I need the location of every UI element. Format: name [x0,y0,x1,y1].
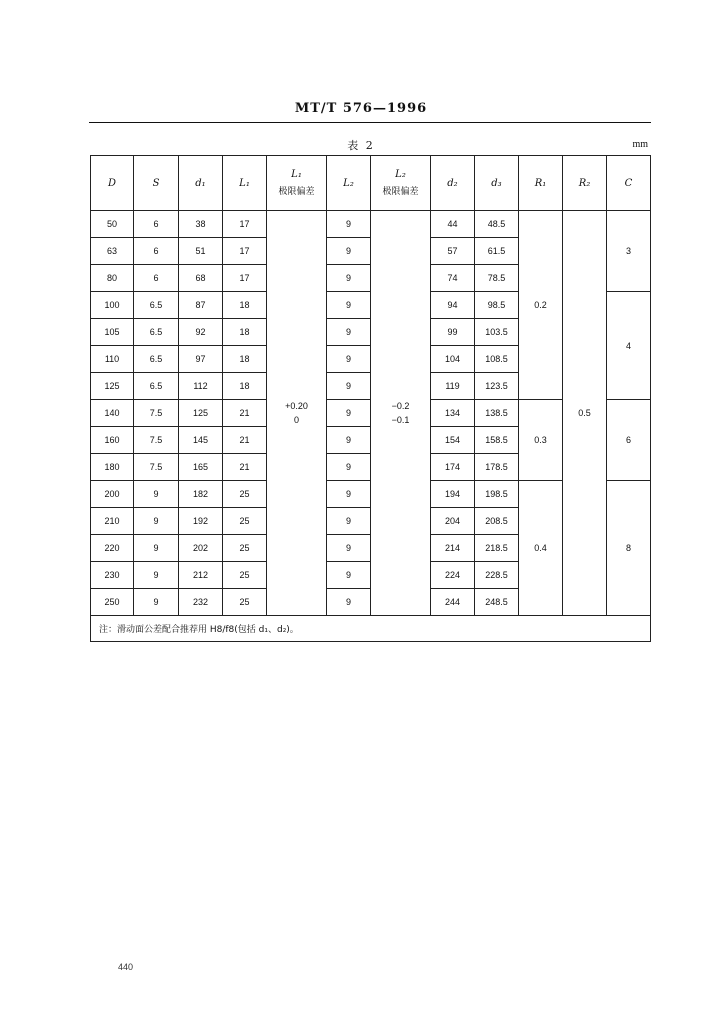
cell-d3: 123.5 [475,373,519,400]
col-header: R₁ [519,156,563,211]
c-group-cell: 6 [607,400,651,481]
cell-l1: 21 [223,400,267,427]
col-header: C [607,156,651,211]
cell-d: 160 [91,427,134,454]
cell-d3: 138.5 [475,400,519,427]
cell-d1: 68 [179,265,223,292]
cell-s: 7.5 [134,400,179,427]
cell-d1: 38 [179,211,223,238]
standard-code: MT/T 576—1996 [294,101,428,116]
col-header: d₂ [431,156,475,211]
cell-l1: 18 [223,319,267,346]
col-header: R₂ [563,156,607,211]
c-group-cell: 4 [607,292,651,400]
cell-d3: 98.5 [475,292,519,319]
cell-d: 200 [91,481,134,508]
cell-l1: 21 [223,427,267,454]
cell-l1: 25 [223,508,267,535]
cell-d3: 208.5 [475,508,519,535]
cell-d2: 57 [431,238,475,265]
cell-l2: 9 [327,454,371,481]
cell-d3: 248.5 [475,589,519,616]
cell-d2: 154 [431,427,475,454]
cell-d3: 178.5 [475,454,519,481]
l2-tolerance-cell: −0.2 −0.1 [371,211,431,616]
cell-l2: 9 [327,319,371,346]
cell-d1: 165 [179,454,223,481]
page-number: 440 [118,962,134,972]
cell-d2: 174 [431,454,475,481]
r1-group-cell: 0.4 [519,481,563,616]
cell-l2: 9 [327,562,371,589]
cell-d2: 244 [431,589,475,616]
l1-tolerance-cell: +0.20 0 [267,211,327,616]
cell-l2: 9 [327,292,371,319]
col-header: S [134,156,179,211]
cell-s: 6 [134,238,179,265]
cell-d3: 48.5 [475,211,519,238]
cell-d: 110 [91,346,134,373]
cell-l2: 9 [327,238,371,265]
cell-d1: 97 [179,346,223,373]
cell-d: 100 [91,292,134,319]
cell-l2: 9 [327,481,371,508]
c-group-cell: 8 [607,481,651,616]
table-row [91,211,651,238]
cell-l2: 9 [327,211,371,238]
cell-d2: 119 [431,373,475,400]
cell-d1: 87 [179,292,223,319]
cell-d3: 198.5 [475,481,519,508]
cell-s: 9 [134,508,179,535]
cell-s: 9 [134,589,179,616]
cell-d2: 194 [431,481,475,508]
cell-d: 105 [91,319,134,346]
cell-d3: 158.5 [475,427,519,454]
cell-d: 180 [91,454,134,481]
table-caption: 表 2 [347,139,375,152]
cell-l1: 17 [223,238,267,265]
cell-d2: 74 [431,265,475,292]
cell-d1: 212 [179,562,223,589]
cell-d: 125 [91,373,134,400]
cell-d: 80 [91,265,134,292]
cell-d2: 204 [431,508,475,535]
cell-d2: 134 [431,400,475,427]
cell-l2: 9 [327,589,371,616]
cell-d: 63 [91,238,134,265]
cell-l2: 9 [327,400,371,427]
cell-s: 9 [134,562,179,589]
cell-d2: 224 [431,562,475,589]
cell-d3: 103.5 [475,319,519,346]
cell-s: 7.5 [134,454,179,481]
cell-l1: 21 [223,454,267,481]
r1-group-cell: 0.2 [519,211,563,400]
unit-label: mm [632,139,648,150]
cell-l1: 25 [223,589,267,616]
cell-d1: 192 [179,508,223,535]
cell-d1: 202 [179,535,223,562]
cell-l1: 25 [223,481,267,508]
cell-l2: 9 [327,535,371,562]
cell-s: 6.5 [134,373,179,400]
cell-d1: 145 [179,427,223,454]
cell-l2: 9 [327,427,371,454]
cell-s: 9 [134,535,179,562]
col-header: L₂ [327,156,371,211]
cell-s: 6 [134,211,179,238]
cell-l1: 18 [223,346,267,373]
cell-l2: 9 [327,265,371,292]
col-header: L₁ 极限偏差 [267,156,327,211]
cell-d2: 44 [431,211,475,238]
cell-d2: 99 [431,319,475,346]
cell-d: 250 [91,589,134,616]
cell-d2: 94 [431,292,475,319]
col-header: L₁ [223,156,267,211]
cell-l1: 25 [223,562,267,589]
cell-d: 230 [91,562,134,589]
cell-d3: 218.5 [475,535,519,562]
cell-l1: 17 [223,265,267,292]
cell-l2: 9 [327,373,371,400]
cell-d2: 214 [431,535,475,562]
dimension-table [90,155,651,642]
cell-l1: 17 [223,211,267,238]
cell-s: 6 [134,265,179,292]
r2-cell: 0.5 [563,211,607,616]
cell-d: 220 [91,535,134,562]
cell-l2: 9 [327,346,371,373]
cell-l1: 18 [223,292,267,319]
cell-l2: 9 [327,508,371,535]
cell-d1: 125 [179,400,223,427]
col-header: L₂ 极限偏差 [371,156,431,211]
cell-s: 6.5 [134,346,179,373]
cell-d1: 182 [179,481,223,508]
table-note: 注：滑动面公差配合推荐用 H8/f8(包括 d₁、d₂)。 [91,616,651,642]
c-group-cell: 3 [607,211,651,292]
cell-d1: 92 [179,319,223,346]
cell-d3: 108.5 [475,346,519,373]
r1-group-cell: 0.3 [519,400,563,481]
cell-d1: 51 [179,238,223,265]
cell-d: 50 [91,211,134,238]
cell-l1: 25 [223,535,267,562]
cell-s: 9 [134,481,179,508]
table-header-row [91,156,651,211]
cell-d3: 78.5 [475,265,519,292]
cell-d: 140 [91,400,134,427]
cell-d: 210 [91,508,134,535]
col-header: d₃ [475,156,519,211]
cell-d1: 112 [179,373,223,400]
col-header: D [91,156,134,211]
header-rule [89,122,651,123]
cell-d1: 232 [179,589,223,616]
cell-d3: 61.5 [475,238,519,265]
table-note-row [91,616,651,642]
cell-d2: 104 [431,346,475,373]
cell-s: 6.5 [134,319,179,346]
cell-d3: 228.5 [475,562,519,589]
cell-l1: 18 [223,373,267,400]
cell-s: 6.5 [134,292,179,319]
cell-s: 7.5 [134,427,179,454]
col-header: d₁ [179,156,223,211]
